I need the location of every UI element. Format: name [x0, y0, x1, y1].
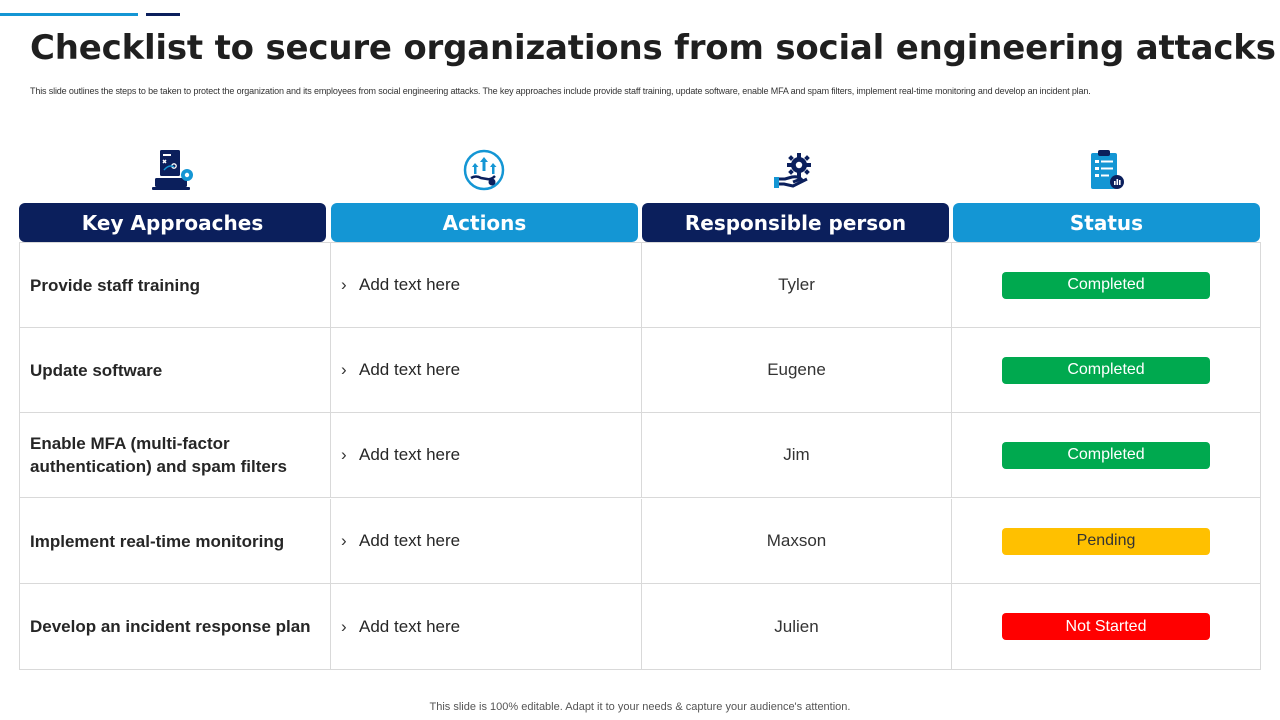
checklist-table	[19, 242, 1261, 670]
action-cell	[330, 499, 641, 583]
header-responsible-person: Responsible person	[642, 203, 949, 242]
status-badge: Not Started	[1002, 613, 1210, 640]
status-badge: Pending	[1002, 528, 1210, 555]
action-text: Add text here	[359, 275, 461, 294]
clipboard-report-icon	[1084, 148, 1128, 192]
gear-hand-icon	[773, 148, 817, 192]
approach-cell: Update software	[30, 360, 163, 380]
presentation-laptop-icon	[151, 148, 195, 192]
approach-cell: Enable MFA (multi-factor authentication) and spam filters	[30, 434, 287, 476]
header-status: Status	[953, 203, 1260, 242]
action-cell	[330, 243, 641, 327]
person-cell: Maxson	[641, 499, 951, 583]
person-cell: Tyler	[641, 243, 951, 327]
action-text: Add text here	[359, 531, 461, 550]
status-cell	[951, 243, 1260, 327]
status-cell	[951, 499, 1260, 583]
growth-hand-icon	[462, 148, 506, 192]
chevron-right-icon: ›	[341, 531, 347, 550]
status-badge: Completed	[1002, 357, 1210, 384]
approach-cell: Implement real-time monitoring	[30, 531, 285, 551]
table-row	[20, 243, 1260, 328]
header-key-approaches: Key Approaches	[19, 203, 326, 242]
chevron-right-icon: ›	[341, 360, 347, 379]
table-row	[20, 413, 1260, 498]
action-text: Add text here	[359, 360, 461, 379]
status-cell	[951, 413, 1260, 497]
table-row	[20, 328, 1260, 413]
action-cell	[330, 413, 641, 497]
person-cell: Eugene	[641, 328, 951, 412]
action-text: Add text here	[359, 445, 461, 464]
table-row	[20, 584, 1260, 669]
chevron-right-icon: ›	[341, 445, 347, 464]
action-cell	[330, 328, 641, 412]
person-cell: Jim	[641, 413, 951, 497]
approach-cell: Provide staff training	[30, 275, 201, 295]
chevron-right-icon: ›	[341, 275, 347, 294]
accent-bar-dark	[146, 13, 180, 16]
slide-subtitle: This slide outlines the steps to be taken to protect the organization and its employees from social engineering attacks. The key approaches include provide staff training, update software, enable MFA and spam filters, implement real-time monitoring and develop an incident plan.	[30, 86, 1091, 96]
slide-title: Checklist to secure organizations from social engineering attacks	[30, 28, 1276, 68]
chevron-right-icon: ›	[341, 616, 347, 636]
person-cell: Julien	[641, 584, 951, 669]
accent-bar-light	[0, 13, 138, 16]
slide-footer: This slide is 100% editable. Adapt it to your needs & capture your audience's attention.	[429, 701, 851, 713]
approach-cell: Develop an incident response plan	[30, 617, 311, 636]
action-text: Add text here	[359, 616, 461, 636]
status-cell	[951, 328, 1260, 412]
header-actions: Actions	[331, 203, 638, 242]
status-cell	[951, 584, 1260, 669]
action-cell	[330, 584, 641, 669]
table-row	[20, 499, 1260, 584]
status-badge: Completed	[1002, 442, 1210, 469]
status-badge: Completed	[1002, 272, 1210, 299]
